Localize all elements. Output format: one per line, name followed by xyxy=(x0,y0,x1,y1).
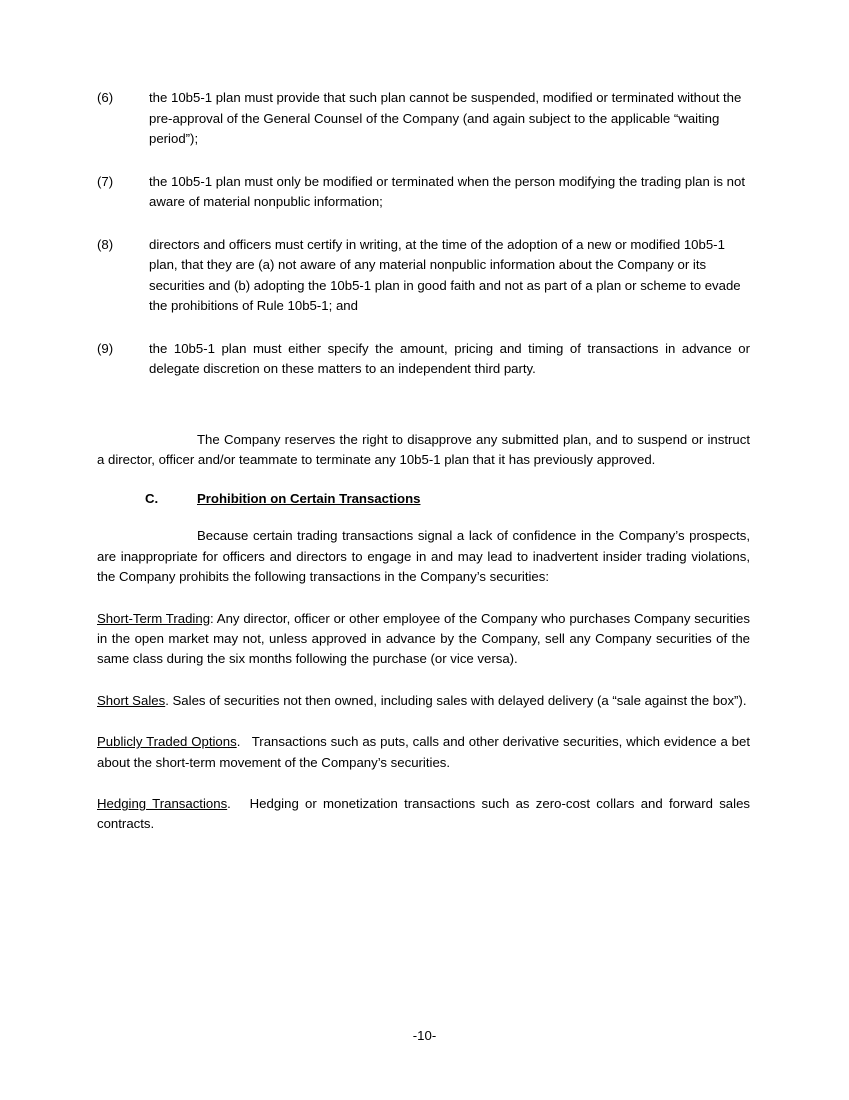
list-item-marker: (6) xyxy=(97,90,114,105)
prohibited-term: Short-Term Trading xyxy=(97,610,211,626)
section-title: Prohibition on Certain Transactions xyxy=(197,491,421,507)
list-item-marker: (7) xyxy=(97,173,114,189)
list-item-text: the 10b5-1 plan must provide that such plan cannot be suspended, modified or terminated without the pre-approval of the General Counsel of the Company (and again subject to the applicable “waiting period”); xyxy=(149,90,742,146)
prohibited-text: : Any director, officer or other employee of the Company who purchases Company securities in the open market may not, unless approved in advance by the Company, sell any Company securities of the same class during the six months following the purchase (or vice versa). xyxy=(97,610,750,667)
prohibited-item xyxy=(97,691,750,711)
list-item-text: directors and officers must certify in writing, at the time of the adoption of a new or modified 10b5-1 plan, that they are (a) not aware of any material nonpublic information about the Company or its securities and (b) adopting the 10b5-1 plan in good faith and not as part of a plan or scheme to evade the prohibitions of Rule 10b5-1; and xyxy=(149,236,741,313)
list-item xyxy=(97,339,750,380)
prohibited-term: Publicly Traded Options xyxy=(97,734,237,750)
list-item-marker: (9) xyxy=(97,340,114,356)
prohibited-text: . Hedging or monetization transactions such as zero-cost collars and forward sales contracts. xyxy=(97,795,750,832)
spacer xyxy=(97,402,750,430)
list-item-text: the 10b5-1 plan must either specify the amount, pricing and timing of transactions in advance or delegate discretion on these matters to an independent third party. xyxy=(149,340,750,376)
prohibited-term: Hedging Transactions xyxy=(97,795,228,811)
prohibited-text: . Transactions such as puts, calls and other derivative securities, which evidence a bet about the short-term movement of the Company’s securities. xyxy=(97,734,750,770)
prohibited-item xyxy=(97,794,750,835)
list-item xyxy=(97,172,750,213)
intro-paragraph: Because certain trading transactions signal a lack of confidence in the Company’s prospects, are inappropriate for officers and directors to engage in and may lead to inadvertent insider trading violations, the Company prohibits the following transactions in the Company’s securities: xyxy=(97,528,750,585)
reserve-paragraph: The Company reserves the right to disapprove any submitted plan, and to suspend or instruct a director, officer and/or teammate to terminate any 10b5-1 plan that it has previously approved. xyxy=(97,431,750,467)
page-number: -10- xyxy=(412,1028,437,1043)
prohibited-text: . Sales of securities not then owned, including sales with delayed delivery (a “sale against the box”). xyxy=(165,692,747,708)
prohibited-term: Short Sales xyxy=(97,692,166,708)
list-item-marker: (8) xyxy=(97,236,114,252)
list-item xyxy=(97,88,750,150)
prohibited-item xyxy=(97,609,750,670)
numbered-list xyxy=(97,88,750,380)
list-item-text: the 10b5-1 plan must only be modified or terminated when the person modifying the trading plan is not aware of material nonpublic information; xyxy=(149,173,745,209)
section-heading xyxy=(97,491,750,506)
prohibited-item xyxy=(97,732,750,773)
section-letter: C. xyxy=(145,491,159,507)
list-item xyxy=(97,235,750,317)
